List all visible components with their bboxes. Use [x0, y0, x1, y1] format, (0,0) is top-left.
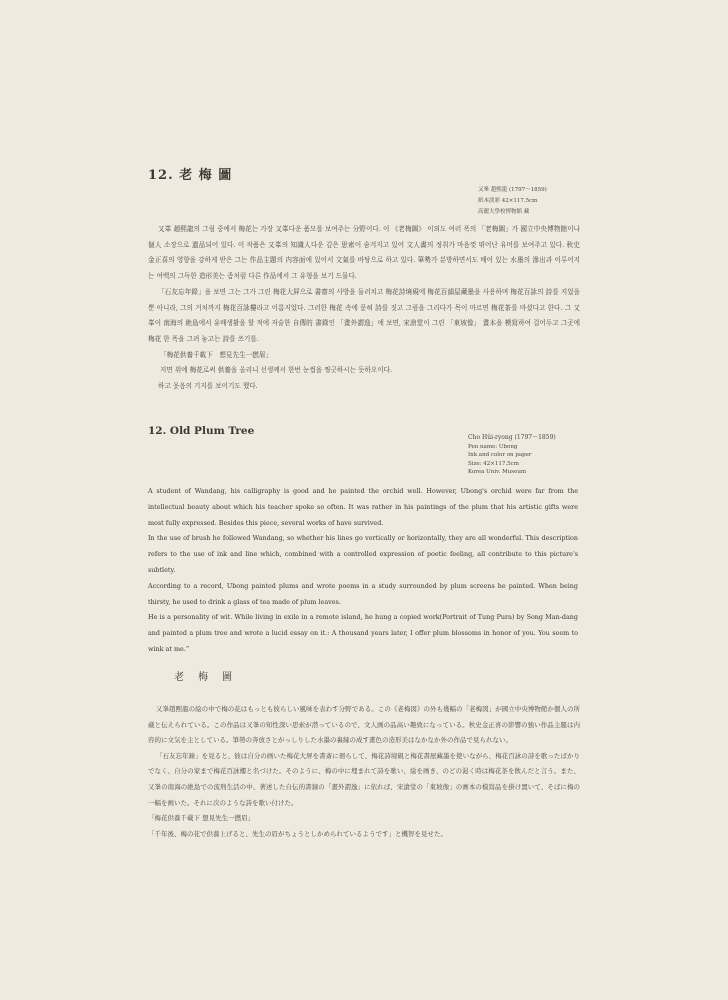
japanese-title: 老梅圖	[174, 672, 246, 683]
korean-paragraph: 又峯 趙熙龍의 그림 중에서 梅花는 가장 又峯다운 품모를 보여주는 分野이다. 이 《老梅圖》 이외도 여러 폭의 「老梅圖」가 國立中央博物館이나 個人 소장으로 遺品되어 있다. 이 작품은 又峯의 知識人다운 깊은 思索이 숨겨지고 있어 文人畵의 정취가 마음껏 뛰어난 유머를 보여주고 있다. 秋史 金正喜의 영향을 강하게 받은 그는 作品主題의 内容面에 있어서 文氣를 바탕으로 하고 있다. 筆勢가 분방하면서도 배어 있는 水墨의 滲出과 이루어지는 여백의 그득한 造形美는 좀처럼 다른 作品에서 그 유형을 보기 드물다.	[148, 225, 580, 281]
korean-artwork-meta	[478, 185, 547, 218]
english-paragraph: According to a record, Ubong painted plums and wrote poems in a study surrounded by plum screens he painted. When being thirsty, he used to drink a glass of tea made of plum leaves.	[148, 581, 578, 606]
japanese-paragraph: 又峯趙熙龍の絵の中で梅の花はもっとも彼らしい風味を表わす分野である。この《老梅図》の外も幾幅の「老梅図」が國立中央博物館か個人の所蔵と伝えられている。この作品は又峯の知性深い思索が潜っているので、文人画の品高い趣致になっている。秋史金正喜の影響の強い作品主題は内容的に文気を主としている。筆勢の奔放さとがっしりした水墨の裏縁の成す畫色の造形美はなかなか外の作品で見られない。	[148, 705, 580, 745]
japanese-paragraph: 「石友忘年錄」を見ると、彼は自分の画いた梅花大屏を書斎に廻らして、梅花詩境硯と梅花書屋藏墨を使いながら、梅花百詠の詩を歌ったばかりでなく、自分の家まで梅花百詠樓と名づけた。そのように、梅の中に埋まれて詩を歌い、絵を画き、のどの渇く時は梅花茶を飲んだと言う。また、又峯の南海の絶島での流刑生活の中、著述した自伝的書録の「畫外謂逸」に依れば、宋滄堂の「東坡像」の画本の模寫品を掛け置いて、そばに梅の一幅を画いた。それに次のような詩を歌い付けた。	[148, 751, 580, 807]
korean-body	[148, 222, 580, 395]
japanese-poem: 「梅花供養千載下 想見先生一撚眉」	[148, 814, 255, 823]
english-title: 12. Old Plum Tree	[148, 425, 255, 437]
korean-poem: 「梅花供養千載下 想見先生一撚眉」	[160, 350, 273, 359]
korean-paragraph: 「石友忘年錄」을 보면 그는 그가 그린 梅花大屛으로 書齋의 사방을 둘러치고 梅花詩境硯에 梅花百韻屋藏墨을 사용하며 梅花百詠의 詩를 지었을 뿐 아니라, 그의 거처까지 梅花百詠樓라고 이름지었다. 그러한 梅花 속에 묻혀 詩를 짓고 그림을 그리다가 목이 마르면 梅花茶를 마셨다고 한다. 그 又峯이 南海의 絶島에서 유배생활을 할 적에 저술한 自傳的 書錄인 「畫外謂逸」에 보면, 宋滄堂이 그린 「東坡像」 畫本을 模寫하여 걸어두고 그곳에 梅花 한 폭을 그려 놓고는 詩를 쓰기를.	[148, 287, 580, 343]
meta-line: Ink and color on paper	[468, 452, 532, 458]
japanese-body	[148, 702, 580, 842]
english-body	[148, 484, 578, 658]
japanese-paragraph: 「千年後、梅の花で供養上げると、先生の眉がちょうとしかめられているようです」と機智を見せた。	[148, 829, 447, 838]
english-paragraph: He is a personality of wit. While living in exile in a remote island, he hung a copied work(Portrait of Tung Pura) by Song Man-dang and painted a plum tree and wrote a lucid essay on it.: A thousand years later, I offer plum blossoms in honor of you. You seem to wink at me.”	[148, 613, 578, 653]
meta-line: 高麗大學校博物館 藏	[478, 209, 530, 215]
meta-line: Cho Hŭi-ryong (1797～1859)	[468, 434, 556, 441]
meta-line: Korea Univ. Museum	[468, 469, 527, 475]
english-artwork-meta	[468, 434, 556, 477]
korean-title: 12. 老 梅 圖	[148, 168, 233, 183]
meta-line: 紙本淡彩 42×117.5cm	[478, 198, 538, 204]
korean-paragraph: 하고 웃음의 기지를 보이기도 했다.	[158, 382, 258, 391]
english-paragraph: In the use of brush he followed Wandang, so whether his lines go vertically or horizontally, they are all wonderful. This description refers to the use of ink and line which, combined with a controlled expression of poetic feeling, all contribute to this picture's subtlety.	[148, 534, 578, 574]
english-paragraph: A student of Wandang, his calligraphy is good and he painted the orchid well. However, Ubong's orchid were far from the intellectual beauty about which his teacher spoke so often. It was rather in his paintings of the plum that his artistic gifts were most fully expressed. Besides this piece, several works of have survived.	[148, 487, 578, 527]
meta-line: Pen name: Ubong	[468, 443, 518, 450]
meta-line: Size: 42×117.5cm	[468, 460, 519, 467]
korean-poem-translation: 지면 위에 梅花로써 供養을 올리니 선생께서 한번 눈썹을 찡긋하시는 듯하오이다.	[160, 366, 393, 375]
meta-line: 又峯 趙熙龍 (1797～1859)	[478, 187, 547, 193]
